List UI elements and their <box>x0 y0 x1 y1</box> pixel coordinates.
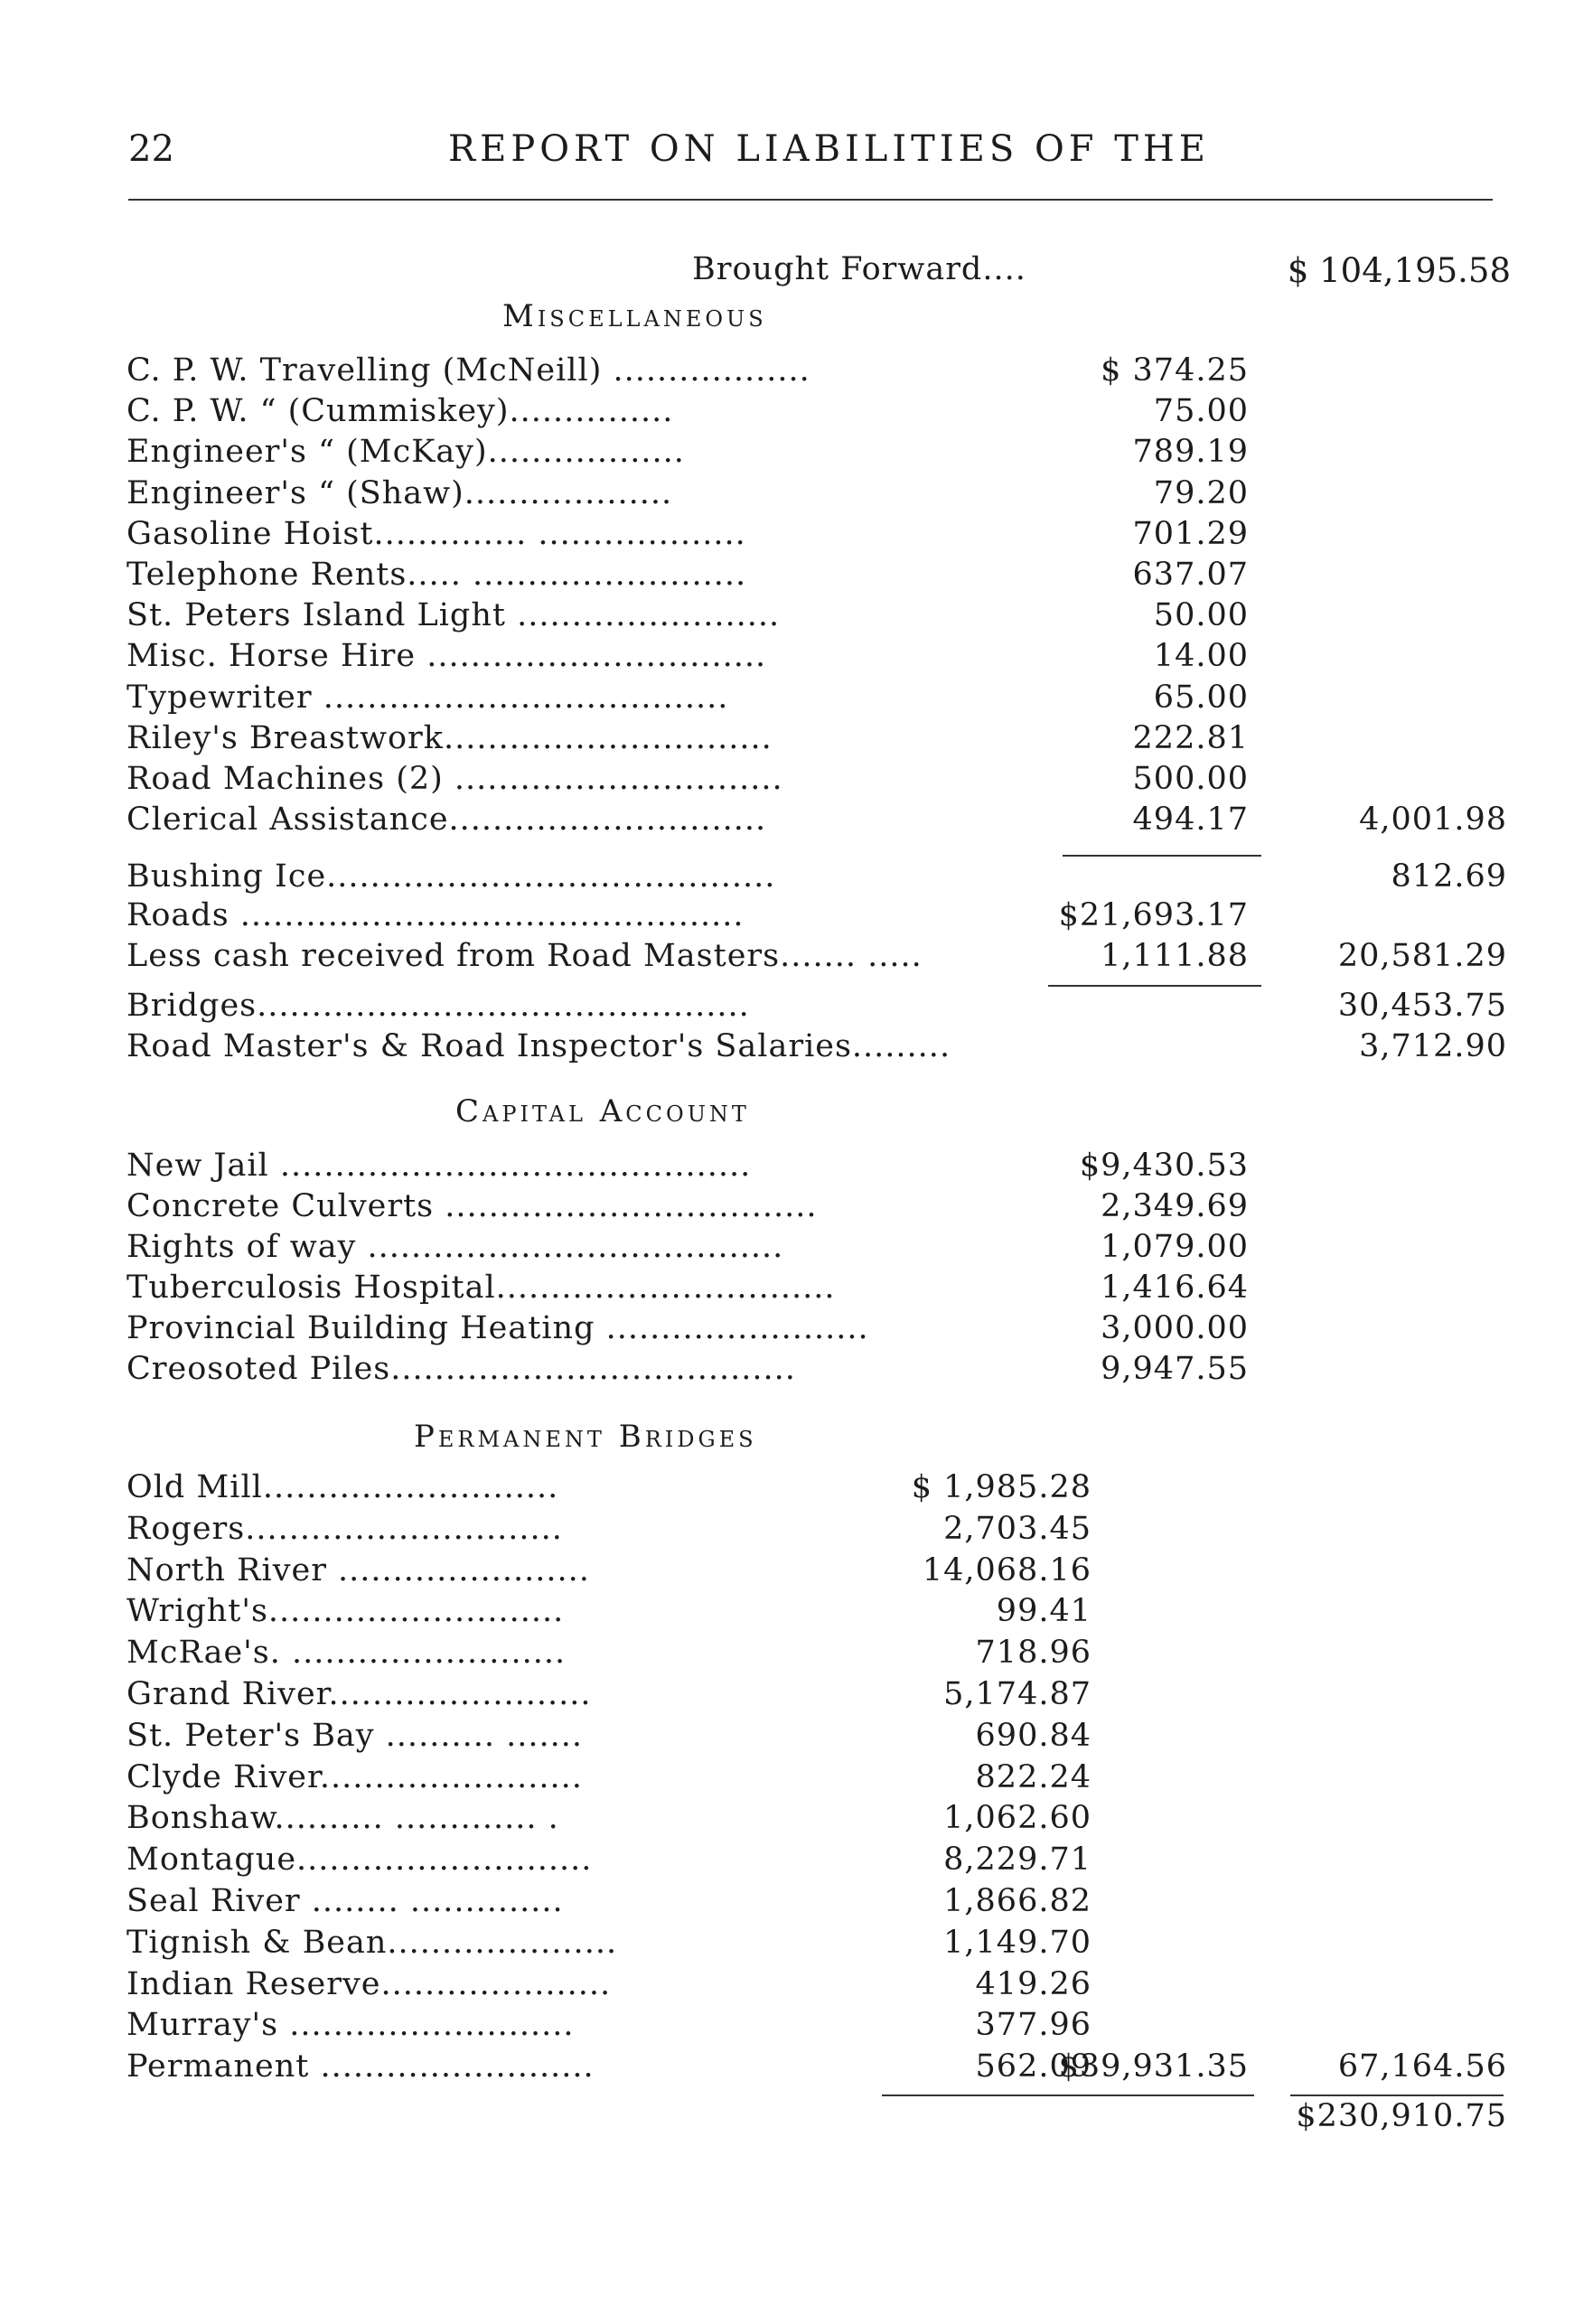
row-label: Old Mill........................... <box>126 1469 559 1505</box>
row-label: Permanent ......................... <box>126 2048 595 2085</box>
row-amount: $ 374.25 <box>1101 352 1249 389</box>
row-label: Typewriter ..................................... <box>126 679 729 716</box>
row-amount: 8,229.71 <box>943 1841 1091 1879</box>
row-label: St. Peters Island Light ........................ <box>126 597 781 634</box>
row-total: 3,712.90 <box>1359 1028 1507 1064</box>
section-heading-permanent-bridges: Permanent Bridges <box>414 1419 757 1455</box>
row-amount: 50.00 <box>1153 597 1249 634</box>
row-amount: 500.00 <box>1132 761 1249 797</box>
row-amount: 718.96 <box>975 1635 1091 1672</box>
row-label: Engineer's “ (McKay).................. <box>126 434 685 471</box>
row-subtotal: $39,931.35 <box>1058 2048 1249 2085</box>
row-label: Seal River ........ .............. <box>126 1883 564 1919</box>
row-label: Tignish & Bean..................... <box>126 1924 618 1961</box>
row-label: Montague........................... <box>126 1841 593 1879</box>
row-amount: 2,349.69 <box>1101 1188 1249 1224</box>
row-amount: 65.00 <box>1153 679 1249 716</box>
row-label: C. P. W. “ (Cummiskey)............... <box>126 393 674 430</box>
row-label: Road Master's & Road Inspector's Salaries......... <box>126 1028 951 1064</box>
page-number: 22 <box>128 128 174 170</box>
row-amount: 99.41 <box>996 1593 1091 1630</box>
row-amount: 701.29 <box>1132 515 1249 552</box>
row-amount: 222.81 <box>1132 719 1249 756</box>
row-amount: 419.26 <box>975 1965 1091 2002</box>
row-label: Rogers............................. <box>126 1510 563 1547</box>
running-head: REPORT ON LIABILITIES OF THE <box>448 128 1210 170</box>
row-amount: 562.09 <box>975 2048 1091 2085</box>
row-amount: 1,416.64 <box>1101 1270 1249 1306</box>
row-label: Roads .............................................. <box>126 897 745 933</box>
row-amount: $21,693.17 <box>1058 897 1249 933</box>
row-amount: 690.84 <box>975 1717 1091 1754</box>
header-rule <box>128 199 1493 201</box>
row-label: North River ....................... <box>126 1551 590 1588</box>
misc-column-rule <box>1063 855 1261 857</box>
row-label: Bridges............................................. <box>126 988 750 1024</box>
row-label: New Jail ........................................... <box>126 1148 752 1184</box>
section-heading-capital-account: Capital Account <box>455 1093 750 1129</box>
row-label: Engineer's “ (Shaw)................... <box>126 474 673 511</box>
row-label: Bushing Ice......................................... <box>126 858 776 895</box>
row-label: Rights of way ...................................... <box>126 1229 784 1265</box>
row-label: Less cash received from Road Masters....... ..... <box>126 938 923 974</box>
row-amount: 1,111.88 <box>1101 938 1249 974</box>
bridges-column-rule <box>882 2094 1254 2096</box>
roads-column-rule <box>1048 985 1261 987</box>
total-column-rule <box>1290 2094 1504 2096</box>
row-amount: 75.00 <box>1153 393 1249 430</box>
row-amount: $9,430.53 <box>1079 1148 1249 1184</box>
row-amount: 789.19 <box>1132 434 1249 471</box>
row-amount: 2,703.45 <box>943 1510 1091 1547</box>
row-label: C. P. W. Travelling (McNeill) .................. <box>126 352 810 389</box>
row-label: Clyde River........................ <box>126 1758 583 1795</box>
row-label: Bonshaw.......... ............. . <box>126 1800 559 1837</box>
row-amount: 377.96 <box>975 2007 1091 2044</box>
row-label: Provincial Building Heating ........................ <box>126 1310 869 1346</box>
row-amount: 1,062.60 <box>943 1800 1091 1837</box>
row-label: Gasoline Hoist.............. ................... <box>126 515 746 552</box>
row-label: Telephone Rents..... ......................... <box>126 557 747 593</box>
row-amount: 3,000.00 <box>1101 1310 1249 1346</box>
row-label: Misc. Horse Hire ............................... <box>126 638 767 675</box>
row-amount: 822.24 <box>975 1758 1091 1795</box>
grand-total-amount: $230,910.75 <box>1296 2098 1507 2134</box>
brought-forward-amount: $ 104,195.58 <box>1287 251 1511 290</box>
section-heading-miscellaneous: Miscellaneous <box>502 298 767 334</box>
row-label: Murray's .......................... <box>126 2007 575 2044</box>
row-label: St. Peter's Bay .......... ....... <box>126 1717 583 1754</box>
row-amount: 5,174.87 <box>943 1676 1091 1712</box>
row-total: 812.69 <box>1391 858 1507 895</box>
row-amount: 14.00 <box>1153 638 1249 675</box>
row-label: Creosoted Piles..................................... <box>126 1351 796 1387</box>
row-label: Road Machines (2) .............................. <box>126 761 783 797</box>
row-label: Indian Reserve..................... <box>126 1965 612 2002</box>
row-label: Tuberculosis Hospital............................... <box>126 1270 836 1306</box>
row-amount: 9,947.55 <box>1101 1351 1249 1387</box>
row-amount: 637.07 <box>1132 557 1249 593</box>
row-label: Concrete Culverts .................................. <box>126 1188 818 1224</box>
row-amount: 79.20 <box>1153 474 1249 511</box>
row-amount: 1,079.00 <box>1101 1229 1249 1265</box>
row-total: 67,164.56 <box>1337 2048 1507 2085</box>
row-total: 20,581.29 <box>1337 938 1507 974</box>
row-total: 30,453.75 <box>1337 988 1507 1024</box>
row-amount: 494.17 <box>1132 801 1249 839</box>
row-amount: 14,068.16 <box>922 1551 1091 1588</box>
row-total: 4,001.98 <box>1359 801 1507 839</box>
row-label: McRae's. ......................... <box>126 1635 567 1672</box>
row-amount: 1,149.70 <box>943 1924 1091 1961</box>
row-amount: $ 1,985.28 <box>911 1469 1091 1505</box>
row-label: Grand River........................ <box>126 1676 592 1712</box>
brought-forward-label: Brought Forward.... <box>692 251 1026 287</box>
row-label: Wright's........................... <box>126 1593 565 1630</box>
row-label: Riley's Breastwork.............................. <box>126 719 773 756</box>
row-label: Clerical Assistance............................. <box>126 801 767 839</box>
row-amount: 1,866.82 <box>943 1883 1091 1919</box>
